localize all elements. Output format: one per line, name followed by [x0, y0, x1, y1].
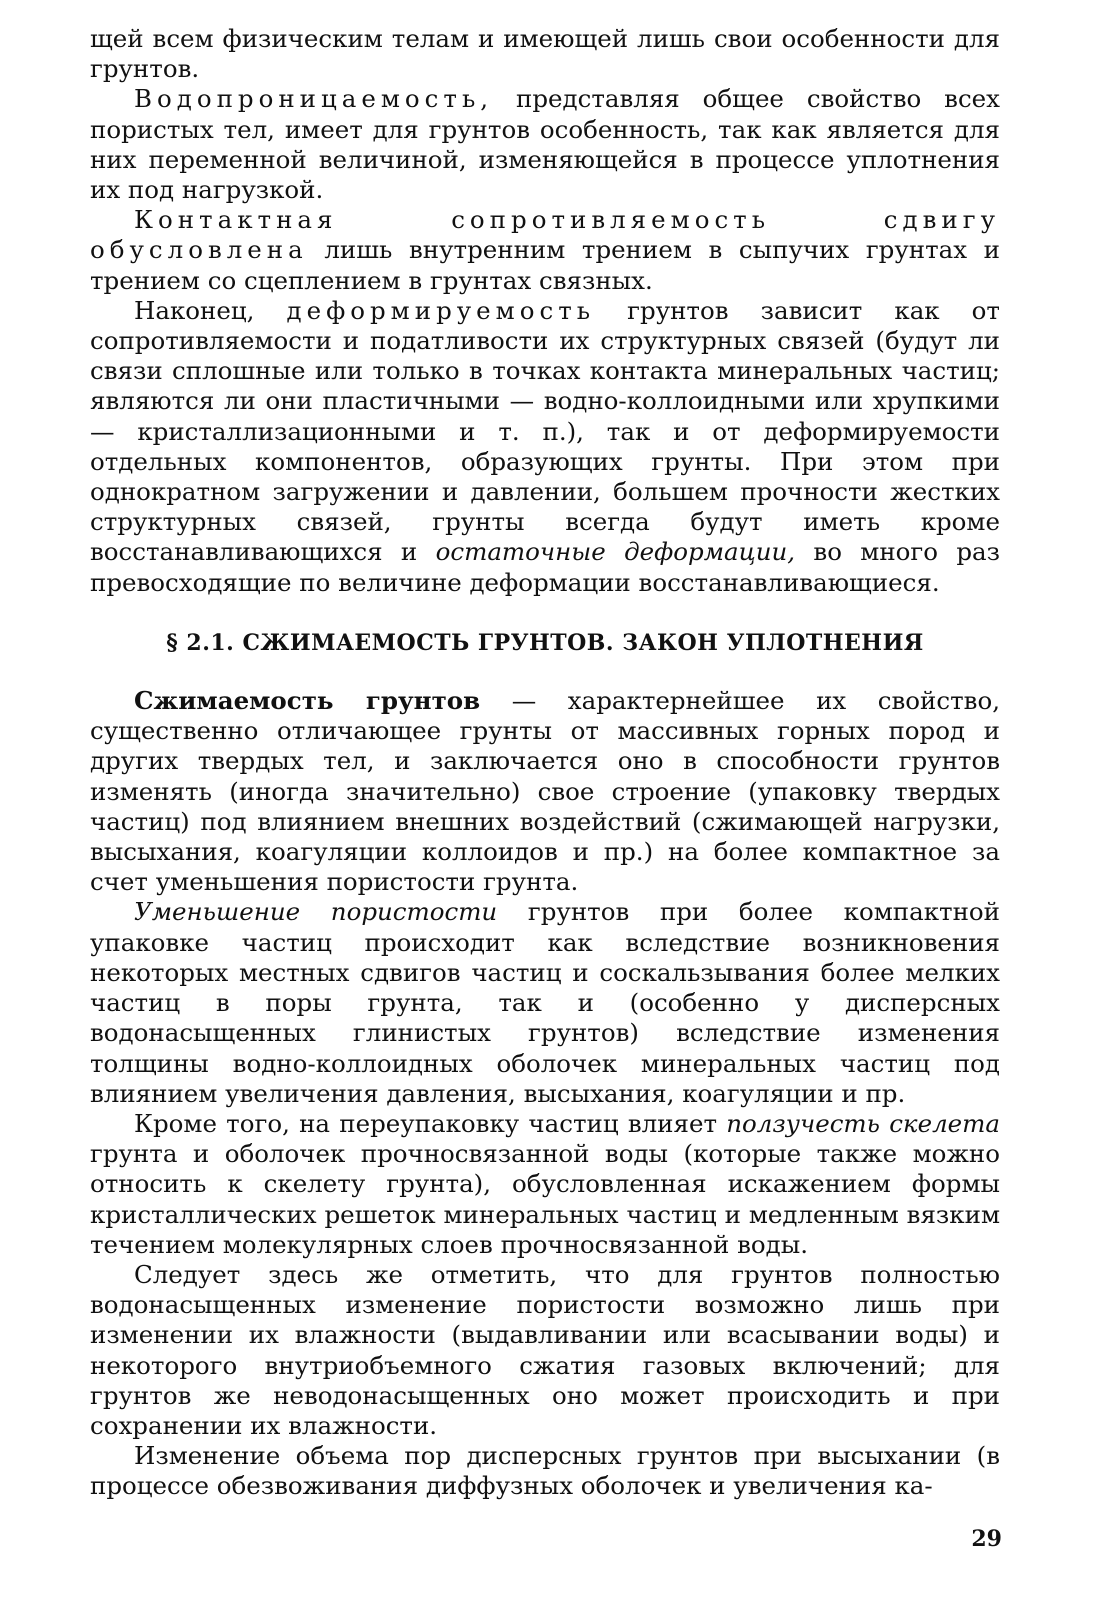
term-compressibility: Сжимаемость грунтов — [134, 686, 481, 716]
paragraph-saturation — [90, 1260, 1000, 1441]
page-number: 29 — [971, 1526, 1002, 1552]
paragraph-pore-volume — [90, 1441, 1000, 1501]
paragraph-text: Следует здесь же отметить, что для грунтов полностью водонасыщенных изменение пористости возможно лишь при изменении их влажности (выдавливании или всасывании воды) и некоторого внутриобъемного сжатия газовых включений; для грунтов же неводонасыщенных оно может происходить и при сохранении их влажности. — [90, 1259, 1000, 1440]
paragraph-porosity-reduction — [90, 897, 1000, 1108]
paragraph-text: Изменение объема пор дисперсных грунтов при высыхании (в процессе обезвоживания диффузных оболочек и увеличения ка- — [90, 1441, 1000, 1501]
paragraph-text: Кроме того, на переупаковку частиц влияет — [134, 1108, 727, 1138]
paragraph-text: во много раз превосходящие по величине деформации восстанавливающиеся. — [90, 537, 1000, 597]
paragraph-text: лишь внутренним трением в сыпучих грунтах и трением со сцеплением в грунтах связных. — [90, 235, 1000, 295]
term-skeleton-creep: ползучесть скелета — [726, 1108, 1001, 1138]
paragraph-text: грунтов зависит как от сопротивляемости и податливости их структурных связей (будут ли связи сплошные или только в точках контакта минеральных частиц; являются ли они пластичными — водно-коллоидными или хрупкими — кристаллизационными и т. п.), так и от деформируемости отдельных компонентов, образующих грунты. При этом при однократном загружении и давлении, большем прочности жестких структурных связей, грунты всегда будут иметь кроме восстанавливающихся и — [90, 295, 1000, 567]
paragraph-permeability — [90, 84, 1000, 205]
paragraph-text: — характернейшее их свойство, существенно отличающее грунты от массивных горных пород и других твердых тел, и заключается оно в способности грунтов изменять (иногда значительно) свое строение (упаковку твердых частиц) под влиянием внешних воздействий (сжимающей нагрузки, высыхания, коагуляции коллоидов и пр.) на более компактное за счет уменьшения пористости грунта. — [90, 686, 1000, 897]
paragraph-text: представляя общее свойство всех пористых тел, имеет для грунтов особенность, так как является для них переменной величиной, изменяющейся в процессе уплотнения их под нагрузкой. — [90, 84, 1000, 205]
section-heading: § 2.1. СЖИМАЕМОСТЬ ГРУНТОВ. ЗАКОН УПЛОТНЕНИЯ — [166, 629, 924, 656]
paragraph-shear-resistance — [90, 205, 1000, 296]
page-body — [90, 24, 1000, 1502]
term-porosity-reduction: Уменьшение пористости — [134, 897, 498, 927]
paragraph-continuation — [90, 24, 1000, 84]
paragraph-creep — [90, 1109, 1000, 1260]
term-permeability: Водопроницаемость, — [134, 84, 494, 114]
paragraph-compressibility — [90, 686, 1000, 897]
term-residual-deformations: остаточные деформации, — [435, 537, 796, 567]
term-shear-resistance: Контактная сопротивляемость сдвигу обусловлена — [90, 205, 1000, 265]
paragraph-text: грунта и оболочек прочносвязанной воды (которые также можно относить к скелету грунта), обусловленная искажением формы кристаллических решеток минеральных частиц и медленным вязким течением молекулярных слоев прочносвязанной воды. — [90, 1139, 1000, 1259]
term-deformability: деформируемость — [286, 295, 596, 325]
paragraph-text: щей всем физическим телам и имеющей лишь свои особенности для грунтов. — [90, 24, 1000, 84]
paragraph-text: Наконец, — [134, 295, 287, 325]
paragraph-text: грунтов при более компактной упаковке частиц происходит как вследствие возникновения некоторых местных сдвигов частиц и соскальзывания более мелких частиц в поры грунта, так и (особенно у дисперсных водонасыщенных глинистых грунтов) вследствие изменения толщины водно-коллоидных оболочек минеральных частиц под влиянием увеличения давления, высыхания, коагуляции и пр. — [90, 897, 1000, 1108]
paragraph-deformability — [90, 296, 1000, 598]
